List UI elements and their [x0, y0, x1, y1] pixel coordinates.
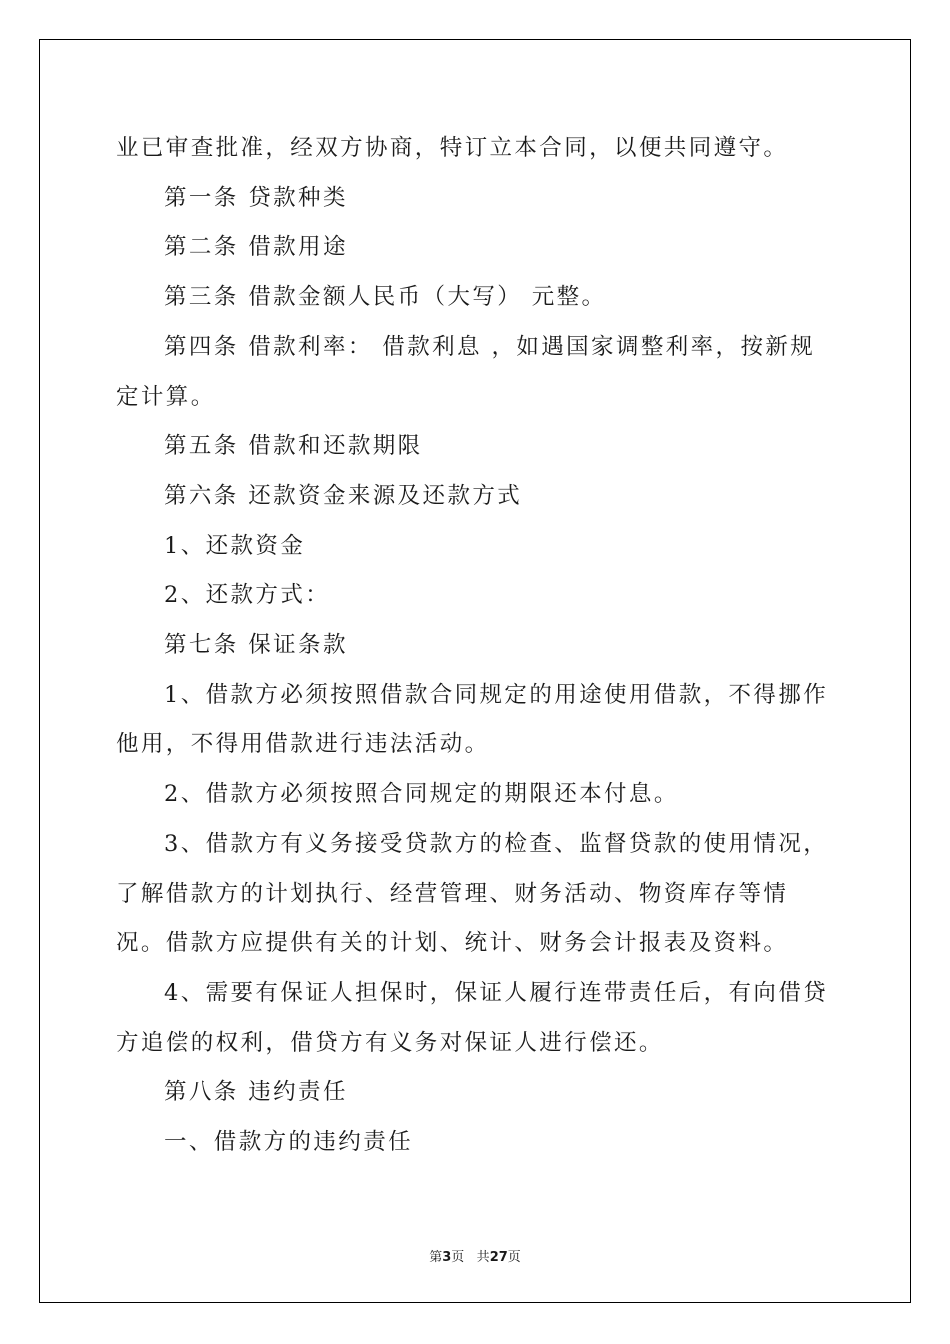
footer-total-pages: 27 — [489, 1250, 508, 1265]
paragraph-6: 第五条 借款和还款期限 — [164, 433, 423, 460]
paragraph-4: 第三条 借款金额人民币（大写） 元整。 — [164, 284, 607, 311]
footer-total-suffix: 页 — [507, 1250, 521, 1265]
footer-page-prefix: 第 — [429, 1250, 443, 1265]
paragraph-10: 第七条 保证条款 — [164, 632, 348, 659]
paragraph-16: 一、借款方的违约责任 — [164, 1129, 414, 1156]
paragraph-14: 4、需要有保证人担保时，保证人履行连带责任后，有向借贷方追偿的权利，借贷方有义务对保证人进行偿还。 — [116, 979, 829, 1056]
paragraph-5: 第四条 借款利率： 借款利息 ，如遇国家调整利率，按新规定计算。 — [116, 333, 816, 410]
paragraph-2: 第一条 贷款种类 — [164, 184, 348, 211]
footer-total-prefix: 共 — [476, 1250, 490, 1265]
footer-page-suffix: 页 — [451, 1250, 465, 1265]
paragraph-8: 1、还款资金 — [164, 532, 306, 559]
paragraph-7: 第六条 还款资金来源及还款方式 — [164, 482, 523, 509]
document-body — [116, 124, 838, 1168]
paragraph-11: 1、借款方必须按照借款合同规定的用途使用借款，不得挪作他用，不得用借款进行违法活动。 — [116, 681, 829, 758]
paragraph-1: 业已审查批准，经双方协商，特订立本合同，以便共同遵守。 — [116, 135, 789, 161]
paragraph-3: 第二条 借款用途 — [164, 234, 348, 261]
paragraph-12: 2、借款方必须按照合同规定的期限还本付息。 — [164, 781, 679, 808]
paragraph-15: 第八条 违约责任 — [164, 1079, 348, 1106]
footer-page-number: 3 — [442, 1250, 452, 1265]
paragraph-13: 3、借款方有义务接受贷款方的检查、监督贷款的使用情况，了解借款方的计划执行、经营管理、财务活动、物资库存等情况。借款方应提供有关的计划、统计、财务会计报表及资料。 — [116, 830, 829, 957]
page-footer — [0, 1246, 950, 1265]
paragraph-9: 2、还款方式： — [164, 582, 331, 609]
